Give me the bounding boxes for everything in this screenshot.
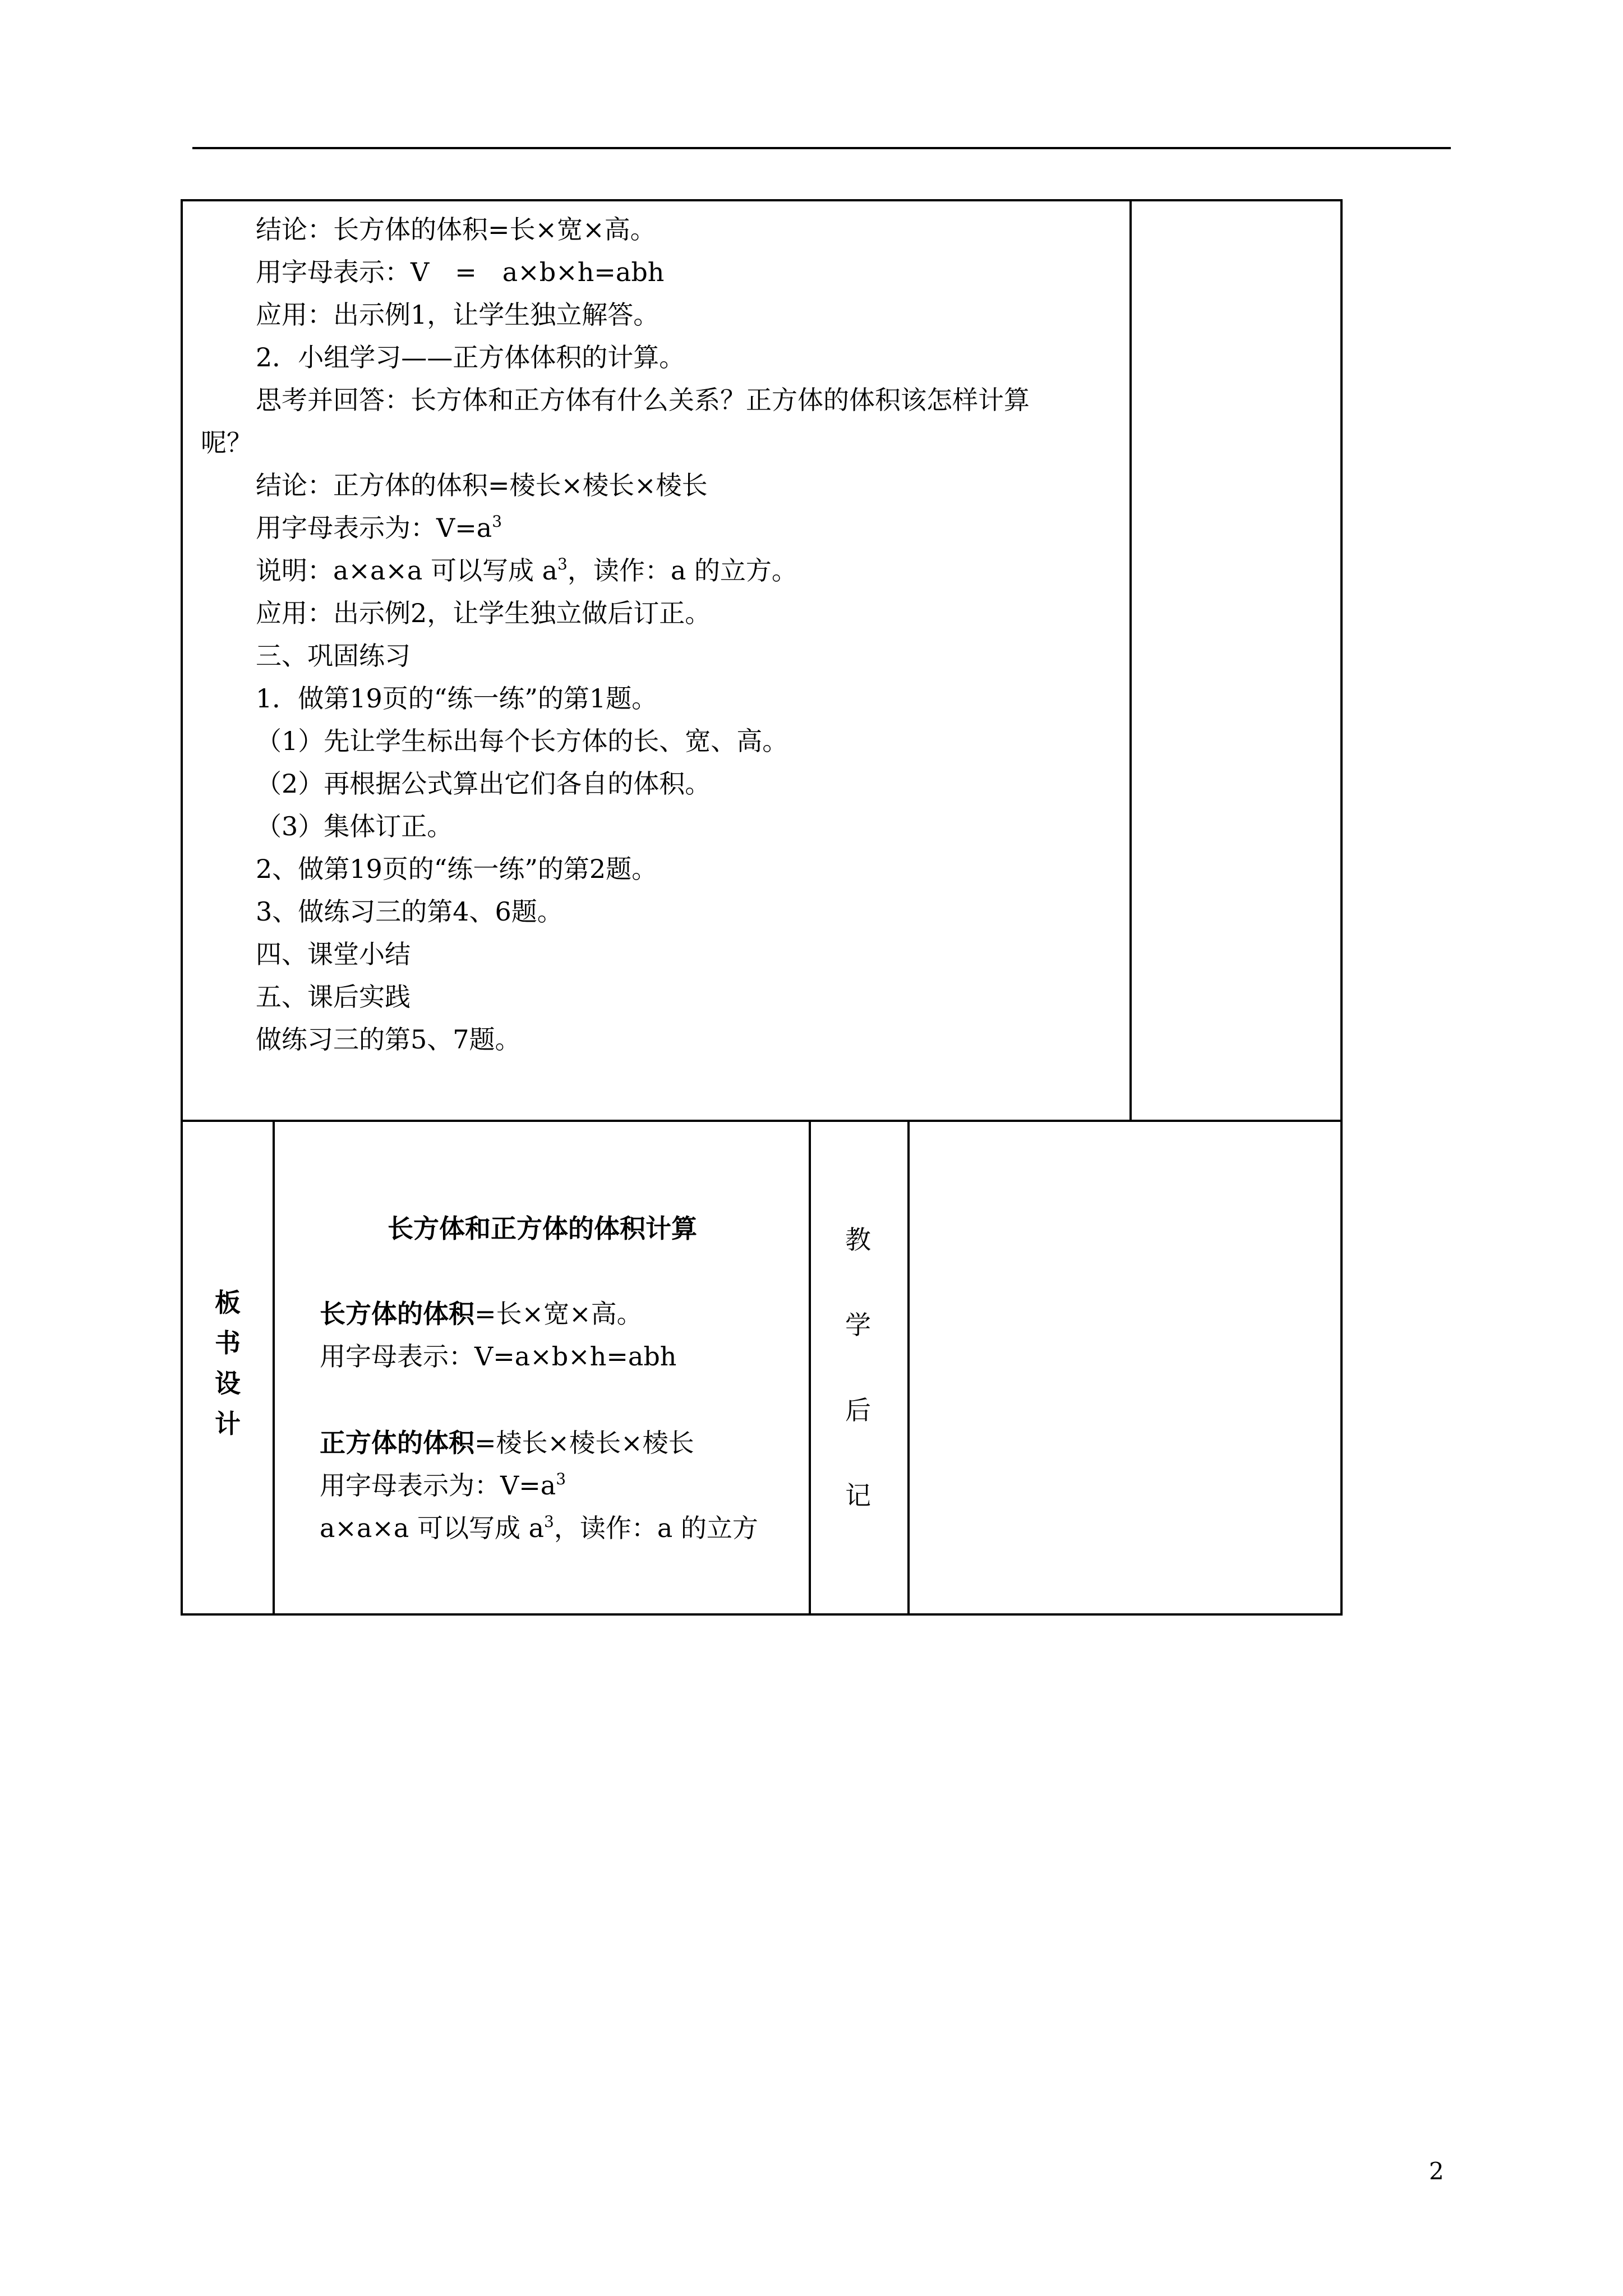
lesson-line: 用字母表示：V = a×b×h=abh — [256, 257, 665, 287]
lesson-line: （2）再根据公式算出它们各自的体积。 — [256, 769, 711, 799]
lesson-line: 结论：正方体的体积=棱长×棱长×棱长 — [256, 470, 708, 500]
cube-volume-line — [320, 1423, 694, 1460]
column-divider — [809, 1120, 811, 1613]
cube-note-tail: ，读作：a 的立方 — [554, 1513, 758, 1543]
cuboid-volume-label: 长方体的体积 — [320, 1299, 474, 1329]
cube-formula-text: 用字母表示为：V=a — [320, 1470, 556, 1501]
board-label-char: 板 — [215, 1287, 241, 1318]
lesson-line: 四、课堂小结 — [256, 939, 411, 969]
cube-volume-text: =棱长×棱长×棱长 — [474, 1428, 694, 1458]
lesson-line: 3、做练习三的第4、6题。 — [256, 896, 563, 927]
superscript: 3 — [557, 555, 568, 573]
cube-note-text: a×a×a 可以写成 a — [320, 1513, 545, 1543]
lesson-line: 三、巩固练习 — [256, 641, 411, 671]
lesson-line-text: 说明：a×a×a 可以写成 a — [256, 555, 558, 586]
superscript: 3 — [544, 1512, 554, 1531]
lesson-line: （1）先让学生标出每个长方体的长、宽、高。 — [256, 726, 789, 756]
lesson-process-cell — [183, 201, 1129, 1120]
notes-label-char: 记 — [845, 1480, 871, 1511]
notes-label-char: 学 — [845, 1310, 871, 1340]
board-design-table — [181, 1120, 1343, 1616]
cuboid-formula: 用字母表示：V=a×b×h=abh — [320, 1341, 677, 1372]
cube-volume-label: 正方体的体积 — [320, 1428, 474, 1458]
column-divider — [907, 1120, 910, 1613]
board-label-char: 书 — [215, 1328, 241, 1358]
header-rule — [192, 147, 1451, 149]
superscript: 3 — [492, 512, 502, 531]
cuboid-volume-line — [320, 1294, 643, 1331]
lesson-line-tail: ，读作：a 的立方。 — [567, 555, 797, 586]
notes-label-char: 教 — [845, 1225, 871, 1255]
lesson-line — [256, 554, 797, 587]
board-content-cell — [276, 1120, 809, 1613]
lesson-line: 2．小组学习——正方体体积的计算。 — [256, 342, 685, 372]
column-divider — [273, 1120, 275, 1613]
cube-formula — [320, 1465, 566, 1502]
superscript: 3 — [556, 1470, 566, 1488]
lesson-line: 2、做第19页的“练一练”的第2题。 — [256, 854, 658, 884]
cuboid-volume-text: =长×宽×高。 — [474, 1299, 643, 1329]
notes-column-cell — [1132, 201, 1340, 1120]
lesson-line — [256, 511, 502, 545]
lesson-line: （3）集体订正。 — [256, 811, 453, 841]
lesson-line: 结论：长方体的体积=长×宽×高。 — [256, 214, 656, 245]
lesson-line: 应用：出示例2，让学生独立做后订正。 — [256, 598, 711, 628]
lesson-line: 思考并回答：长方体和正方体有什么关系？正方体的体积该怎样计算 — [256, 385, 1030, 415]
page-number: 2 — [1429, 2157, 1444, 2185]
board-label-char: 设 — [215, 1368, 241, 1398]
board-title: 长方体和正方体的体积计算 — [388, 1213, 697, 1244]
lesson-line: 1．做第19页的“练一练”的第1题。 — [256, 683, 658, 714]
board-label-char: 计 — [215, 1409, 241, 1439]
lesson-line: 应用：出示例1，让学生独立解答。 — [256, 300, 660, 330]
lesson-line: 做练习三的第5、7题。 — [256, 1024, 521, 1055]
lesson-line: 五、课后实践 — [256, 982, 411, 1012]
notes-label-char: 后 — [845, 1395, 871, 1425]
lesson-line: 呢？ — [201, 427, 252, 458]
lesson-process-table — [181, 199, 1343, 1122]
lesson-line-text: 用字母表示为：V=a — [256, 513, 492, 543]
cube-note — [320, 1508, 758, 1545]
